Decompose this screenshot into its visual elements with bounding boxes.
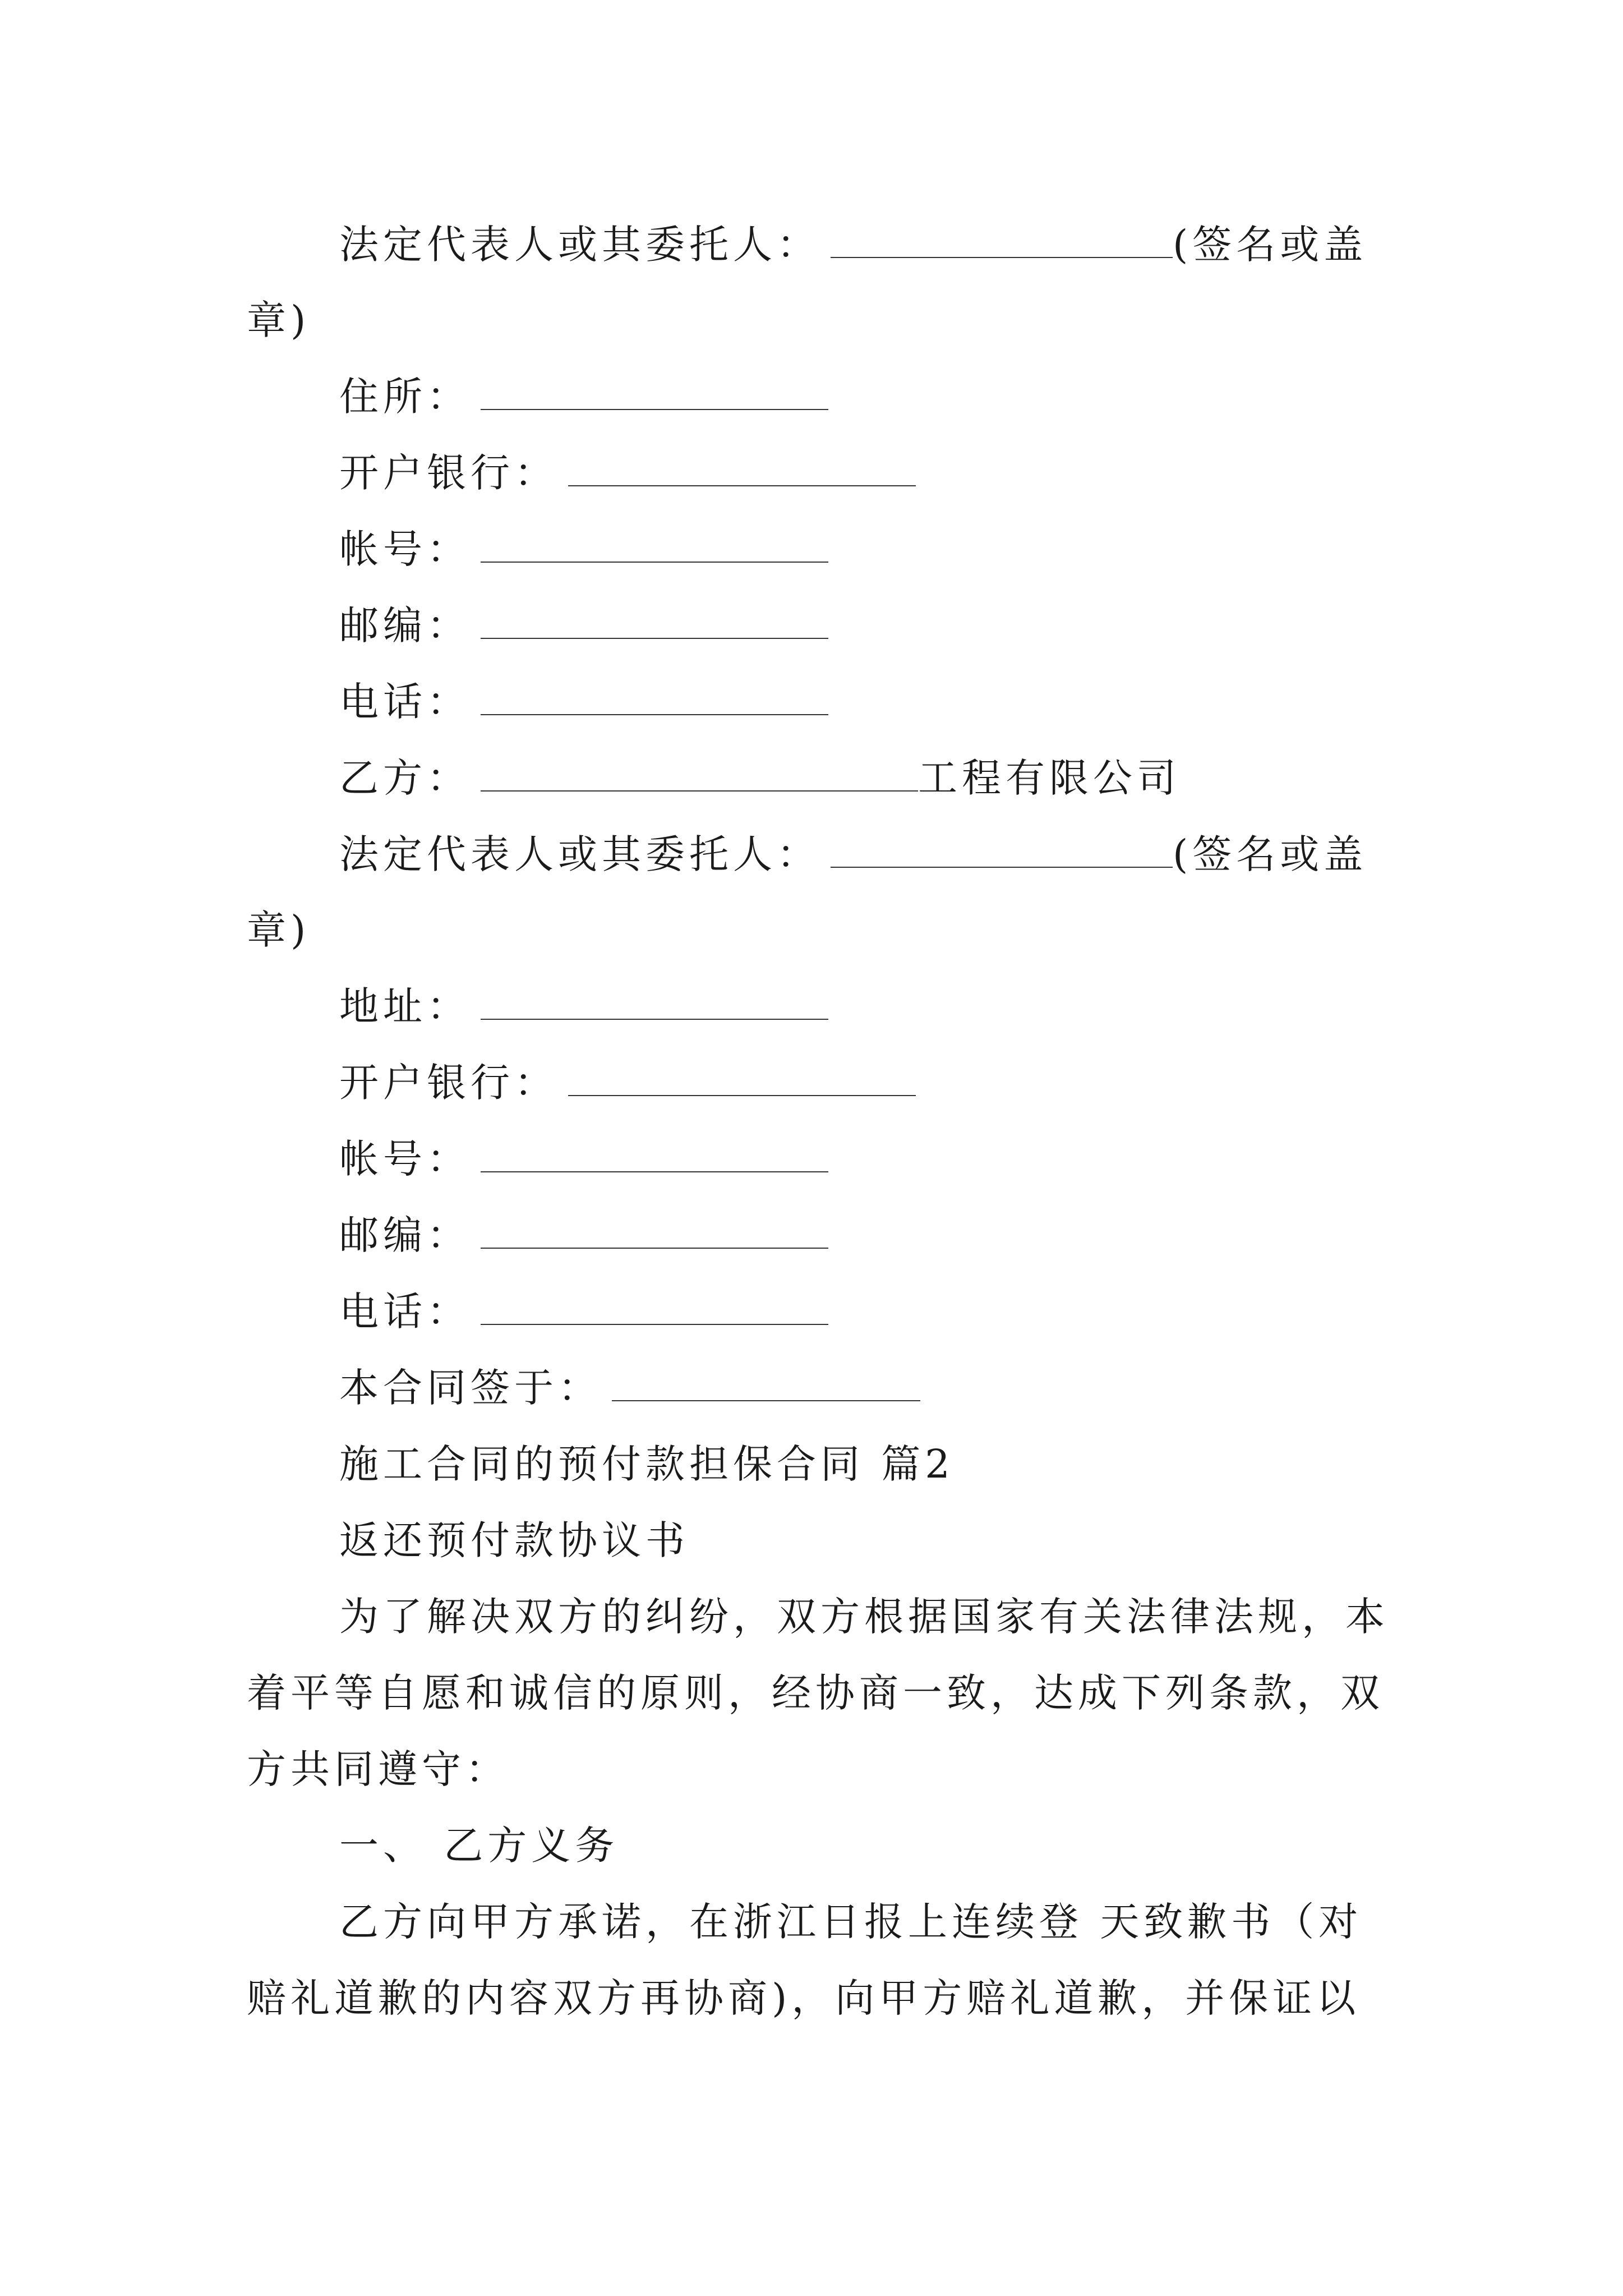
yi-account-label: 帐号： <box>339 1136 471 1182</box>
yi-representative-line <box>339 830 1367 879</box>
yi-representative-blank <box>831 830 1173 868</box>
yi-postcode-line <box>339 1211 828 1260</box>
jia-representative-blank <box>831 220 1173 258</box>
jia-representative-label: 法定代表人或其委托人： <box>339 222 820 268</box>
jia-phone-blank <box>481 677 828 715</box>
jia-representative-line <box>339 220 1367 269</box>
jia-bank-line <box>339 448 916 498</box>
section-title: 施工合同的预付款担保合同 篇2 <box>339 1441 955 1487</box>
yi-party-line <box>339 753 1181 803</box>
jia-account-line <box>339 524 828 574</box>
jia-representative-wrap: 章) <box>247 297 311 343</box>
yi-representative-label: 法定代表人或其委托人： <box>339 831 820 877</box>
jia-address-blank <box>481 372 828 410</box>
yi-party-suffix: 工程有限公司 <box>918 755 1181 801</box>
jia-account-label: 帐号： <box>339 526 471 572</box>
intro-line-1: 为了解决双方的纠纷，双方根据国家有关法律法规，本 <box>339 1594 1389 1640</box>
clause1-heading: 一、 乙方义务 <box>339 1823 619 1869</box>
yi-party-label: 乙方： <box>339 755 471 801</box>
yi-phone-line <box>339 1287 828 1336</box>
jia-bank-blank <box>568 448 916 486</box>
clause1-body-line-1: 乙方向甲方承诺，在浙江日报上连续登 天致歉书（对 <box>339 1899 1363 1945</box>
yi-address-line <box>339 982 828 1031</box>
intro-line-2: 着平等自愿和诚信的原则，经协商一致，达成下列条款，双 <box>247 1670 1384 1716</box>
yi-phone-label: 电话： <box>339 1289 471 1335</box>
yi-address-blank <box>481 982 828 1020</box>
yi-representative-suffix: (签名或盖 <box>1173 831 1368 877</box>
signed-at-blank <box>612 1363 920 1401</box>
jia-postcode-blank <box>481 601 828 639</box>
jia-representative-suffix: (签名或盖 <box>1173 222 1368 268</box>
yi-address-label: 地址： <box>339 983 471 1029</box>
yi-account-line <box>339 1134 828 1184</box>
jia-phone-label: 电话： <box>339 679 471 725</box>
yi-postcode-label: 邮编： <box>339 1212 471 1258</box>
yi-account-blank <box>481 1134 828 1172</box>
jia-postcode-label: 邮编： <box>339 602 471 648</box>
yi-postcode-blank <box>481 1211 828 1249</box>
jia-postcode-line <box>339 601 828 650</box>
agreement-title: 返还预付款协议书 <box>339 1517 689 1563</box>
jia-address-line <box>339 372 828 421</box>
jia-phone-line <box>339 677 828 726</box>
signed-at-label: 本合同签于： <box>339 1365 602 1411</box>
intro-line-3: 方共同遵守： <box>247 1746 509 1792</box>
yi-party-blank <box>481 753 918 792</box>
yi-bank-label: 开户银行： <box>339 1060 558 1106</box>
yi-bank-line <box>339 1058 916 1107</box>
yi-bank-blank <box>568 1058 916 1096</box>
jia-account-blank <box>481 524 828 563</box>
clause1-body-line-2: 赔礼道歉的内容双方再协商)，向甲方赔礼道歉，并保证以 <box>247 1975 1361 2021</box>
jia-address-label: 住所： <box>339 374 471 420</box>
yi-phone-blank <box>481 1287 828 1325</box>
signed-at-line <box>339 1363 920 1412</box>
yi-representative-wrap: 章) <box>247 907 311 953</box>
jia-bank-label: 开户银行： <box>339 450 558 496</box>
